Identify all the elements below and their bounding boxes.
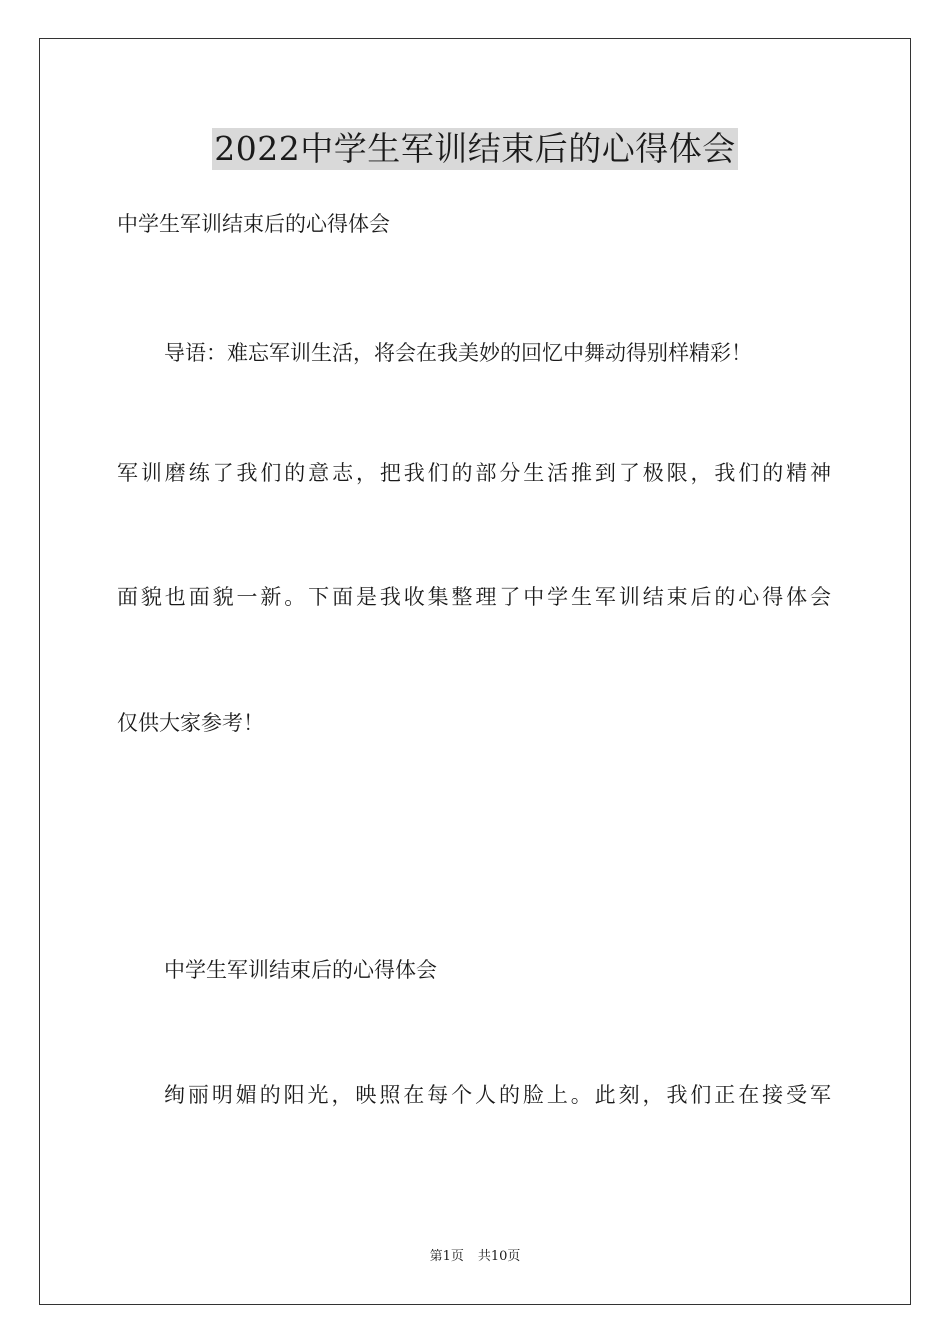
- intro-line-3: 面貌也面貌一新。下面是我收集整理了中学生军训结束后的心得体会: [117, 585, 831, 609]
- section-heading: 中学生军训结束后的心得体会: [164, 958, 437, 982]
- intro-line-4: 仅供大家参考！: [117, 711, 264, 735]
- page-footer: [0, 1248, 950, 1266]
- intro-line-2: 军训磨练了我们的意志，把我们的部分生活推到了极限，我们的精神: [117, 461, 831, 485]
- document-subtitle: 中学生军训结束后的心得体会: [117, 212, 390, 236]
- page-number-current: 第1页: [429, 1249, 464, 1264]
- page-number-total: 共10页: [477, 1249, 521, 1264]
- title-container: [0, 128, 950, 170]
- body-paragraph-start: 绚丽明媚的阳光，映照在每个人的脸上。此刻，我们正在接受军: [164, 1083, 831, 1107]
- intro-line-1: 导语：难忘军训生活，将会在我美妙的回忆中舞动得别样精彩！: [164, 341, 752, 365]
- document-title: 2022中学生军训结束后的心得体会: [214, 129, 736, 168]
